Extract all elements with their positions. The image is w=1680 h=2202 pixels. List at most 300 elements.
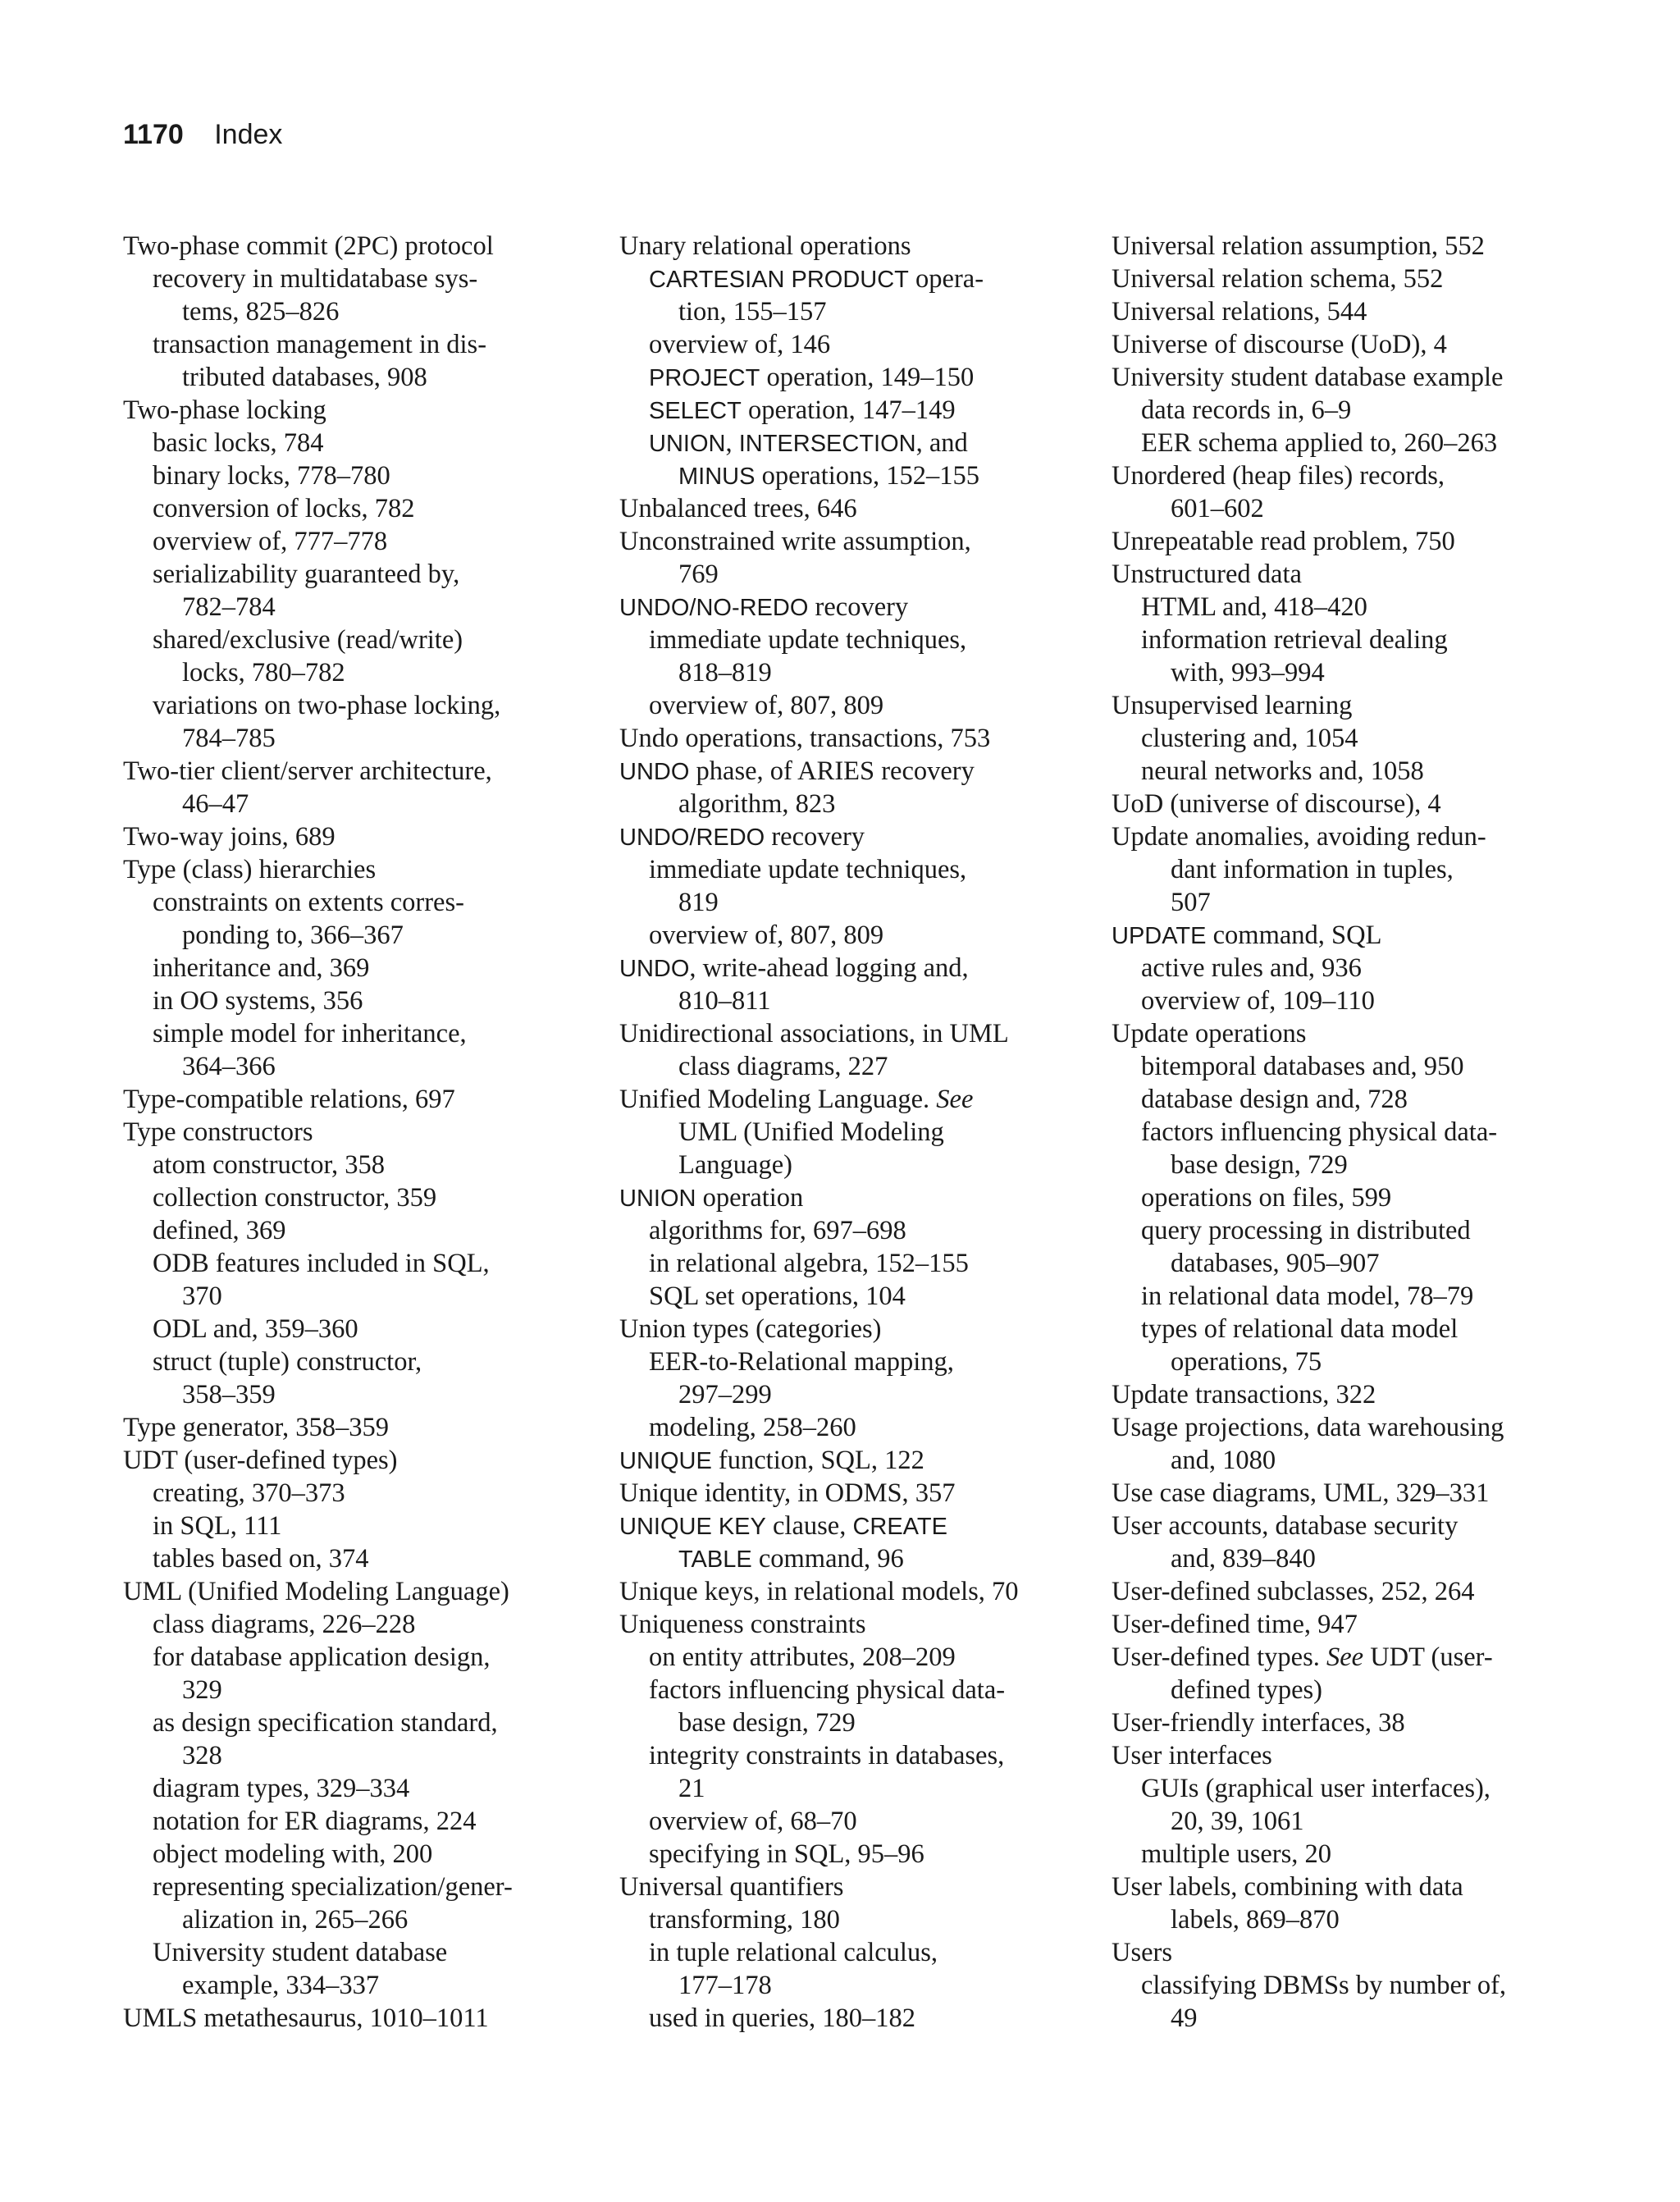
index-column-3 — [1112, 230, 1571, 2035]
index-subentry — [123, 1608, 582, 1641]
index-text: University student database — [153, 1938, 448, 1967]
index-text: defined types) — [1171, 1675, 1323, 1705]
index-subentry — [1112, 394, 1571, 427]
index-text: tems, 825–826 — [182, 297, 340, 327]
index-subentry — [1112, 591, 1571, 624]
index-text: Two-phase locking — [123, 395, 326, 425]
index-entry — [1112, 1575, 1571, 1608]
index-entry — [619, 591, 1079, 624]
index-keyword: UPDATE — [1112, 923, 1207, 949]
index-entry — [1112, 788, 1571, 820]
index-subentry — [123, 361, 582, 394]
index-text: and, 1080 — [1171, 1446, 1276, 1475]
index-text: Universe of discourse (UoD), 4 — [1112, 330, 1447, 359]
index-subentry — [1112, 1969, 1571, 2002]
index-entry — [619, 525, 1079, 558]
index-subentry — [123, 919, 582, 952]
index-subentry — [1112, 1280, 1571, 1313]
index-subentry — [1112, 427, 1571, 459]
index-subentry — [123, 788, 582, 820]
index-subentry — [619, 1542, 1079, 1575]
index-entry — [619, 230, 1079, 263]
index-text: operations, 75 — [1171, 1347, 1322, 1377]
index-text: User accounts, database security — [1112, 1511, 1459, 1541]
index-text: Unique keys, in relational models, 70 — [619, 1577, 1019, 1606]
index-subentry — [123, 525, 582, 558]
index-text: , and — [915, 428, 968, 458]
index-subentry — [1112, 886, 1571, 919]
index-subentry — [1112, 1083, 1571, 1116]
index-text: in tuple relational calculus, — [649, 1938, 938, 1967]
index-text: Two-tier client/server architecture, — [123, 756, 492, 786]
index-entry — [1112, 263, 1571, 295]
index-text: operations, 152–155 — [755, 461, 979, 491]
index-text: inheritance and, 369 — [153, 953, 370, 983]
index-text: ponding to, 366–367 — [182, 921, 404, 950]
index-subentry — [1112, 1181, 1571, 1214]
index-text: databases, 905–907 — [1171, 1249, 1380, 1278]
index-text: Unary relational operations — [619, 231, 911, 261]
index-text: database design and, 728 — [1141, 1085, 1408, 1114]
index-text: Update anomalies, avoiding redun- — [1112, 822, 1486, 852]
index-entry — [619, 1510, 1079, 1542]
index-text: tributed databases, 908 — [182, 363, 427, 392]
index-subentry — [1112, 755, 1571, 788]
index-text: base design, 729 — [678, 1708, 856, 1738]
index-subentry — [123, 624, 582, 656]
index-text: dant information in tuples, — [1171, 855, 1454, 884]
index-entry — [1112, 820, 1571, 853]
index-subentry — [1112, 1903, 1571, 1936]
index-text: 769 — [678, 560, 719, 589]
index-text: recovery in multidatabase sys- — [153, 264, 478, 294]
index-subentry — [123, 459, 582, 492]
index-subentry — [123, 722, 582, 755]
index-subentry — [619, 1739, 1079, 1772]
index-text: Undo operations, transactions, 753 — [619, 724, 991, 753]
index-text: operation, 149–150 — [760, 363, 975, 392]
index-entry — [123, 1116, 582, 1149]
index-keyword: INTERSECTION — [738, 431, 916, 457]
index-see-reference: See — [936, 1085, 974, 1114]
index-text: 819 — [678, 888, 719, 917]
index-subentry — [123, 1378, 582, 1411]
index-text: Unbalanced trees, 646 — [619, 494, 857, 523]
index-subentry — [123, 1903, 582, 1936]
index-keyword: UNIQUE — [619, 1448, 712, 1474]
index-subentry — [619, 295, 1079, 328]
index-text: information retrieval dealing — [1141, 625, 1448, 655]
index-subentry — [619, 1969, 1079, 2002]
index-subentry — [1112, 1313, 1571, 1345]
index-subentry — [1112, 1345, 1571, 1378]
index-text: ODL and, 359–360 — [153, 1314, 358, 1344]
index-subentry — [619, 624, 1079, 656]
index-entry — [619, 722, 1079, 755]
index-subentry — [1112, 853, 1571, 886]
index-text: Unrepeatable read problem, 750 — [1112, 527, 1455, 556]
index-entry — [619, 1871, 1079, 1903]
index-subentry — [1112, 1542, 1571, 1575]
index-text: Union types (categories) — [619, 1314, 882, 1344]
index-subentry — [619, 1149, 1079, 1181]
index-text: UDT (user- — [1363, 1642, 1493, 1672]
index-subentry — [619, 656, 1079, 689]
index-subentry — [619, 1903, 1079, 1936]
index-text: UoD (universe of discourse), 4 — [1112, 789, 1441, 819]
index-text: Two-phase commit (2PC) protocol — [123, 231, 494, 261]
index-text: 20, 39, 1061 — [1171, 1807, 1304, 1836]
index-text: Unconstrained write assumption, — [619, 527, 971, 556]
index-text: Usage projections, data warehousing — [1112, 1413, 1504, 1442]
index-keyword: TABLE — [678, 1546, 752, 1573]
index-subentry — [619, 788, 1079, 820]
index-subentry — [1112, 624, 1571, 656]
index-subentry — [1112, 1444, 1571, 1477]
index-text: Use case diagrams, UML, 329–331 — [1112, 1478, 1490, 1508]
index-subentry — [619, 1116, 1079, 1149]
index-subentry — [123, 1280, 582, 1313]
index-text: struct (tuple) constructor, — [153, 1347, 422, 1377]
index-keyword: UNION — [619, 1186, 696, 1212]
index-text: diagram types, 329–334 — [153, 1774, 410, 1803]
index-subentry — [619, 886, 1079, 919]
index-text: class diagrams, 226–228 — [153, 1610, 416, 1639]
index-entry — [1112, 1608, 1571, 1641]
index-entry — [1112, 459, 1571, 492]
index-text: Update transactions, 322 — [1112, 1380, 1376, 1409]
index-entry — [123, 820, 582, 853]
index-text: 364–366 — [182, 1052, 276, 1081]
index-entry — [619, 1017, 1079, 1050]
index-subentry — [619, 1772, 1079, 1805]
index-entry — [123, 853, 582, 886]
index-text: representing specialization/gener- — [153, 1872, 513, 1902]
index-entry — [123, 1411, 582, 1444]
index-text: variations on two-phase locking, — [153, 691, 501, 720]
index-text: data records in, 6–9 — [1141, 395, 1352, 425]
index-subentry — [619, 853, 1079, 886]
index-text: overview of, 807, 809 — [649, 691, 884, 720]
index-subentry — [123, 656, 582, 689]
index-text: classifying DBMSs by number of, — [1141, 1971, 1507, 2000]
index-subentry — [619, 1805, 1079, 1838]
index-subentry — [123, 1969, 582, 2002]
index-entry — [1112, 1706, 1571, 1739]
index-text: labels, 869–870 — [1171, 1905, 1340, 1935]
index-text: 601–602 — [1171, 494, 1264, 523]
index-subentry — [619, 1345, 1079, 1378]
index-entry — [619, 1083, 1079, 1116]
index-entry — [619, 755, 1079, 788]
index-subentry — [123, 328, 582, 361]
index-text: recovery — [808, 592, 909, 622]
index-text: specifying in SQL, 95–96 — [649, 1839, 924, 1869]
index-text: overview of, 68–70 — [649, 1807, 857, 1836]
index-subentry — [1112, 952, 1571, 985]
index-entry — [123, 1444, 582, 1477]
index-subentry — [1112, 985, 1571, 1017]
index-subentry — [123, 263, 582, 295]
index-entry — [123, 2002, 582, 2035]
index-subentry — [123, 985, 582, 1017]
index-text: recovery — [765, 822, 865, 852]
index-text: transaction management in dis- — [153, 330, 487, 359]
index-text: immediate update techniques, — [649, 855, 967, 884]
index-entry — [1112, 1641, 1571, 1674]
index-subentry — [123, 1017, 582, 1050]
index-subentry — [1112, 2002, 1571, 2035]
index-text: User-defined types. — [1112, 1642, 1326, 1672]
index-subentry — [619, 1378, 1079, 1411]
index-entry — [1112, 1378, 1571, 1411]
index-text: multiple users, 20 — [1141, 1839, 1331, 1869]
index-text: 297–299 — [678, 1380, 772, 1409]
index-text: 177–178 — [678, 1971, 772, 2000]
index-keyword: UNDO/NO-REDO — [619, 595, 809, 621]
index-text: operations on files, 599 — [1141, 1183, 1392, 1213]
index-text: Unidirectional associations, in UML — [619, 1019, 1009, 1048]
index-text: 782–784 — [182, 592, 276, 622]
index-subentry — [619, 558, 1079, 591]
index-entry — [1112, 1739, 1571, 1772]
index-entry — [1112, 1510, 1571, 1542]
index-text: Universal relations, 544 — [1112, 297, 1367, 327]
index-subentry — [619, 263, 1079, 295]
index-text: tables based on, 374 — [153, 1544, 369, 1574]
index-text: 328 — [182, 1741, 222, 1770]
index-text: UML (Unified Modeling — [678, 1117, 944, 1147]
index-subentry — [123, 492, 582, 525]
index-text: creating, 370–373 — [153, 1478, 345, 1508]
index-text: Language) — [678, 1150, 792, 1180]
index-see-reference: See — [1326, 1642, 1364, 1672]
index-subentry — [1112, 1772, 1571, 1805]
index-text: clustering and, 1054 — [1141, 724, 1358, 753]
index-text: serializability guaranteed by, — [153, 560, 460, 589]
index-subentry — [123, 591, 582, 624]
index-entry — [619, 1477, 1079, 1510]
index-text: Unified Modeling Language. — [619, 1085, 937, 1114]
index-text: Users — [1112, 1938, 1173, 1967]
index-text: Type constructors — [123, 1117, 313, 1147]
index-text: Unique identity, in ODMS, 357 — [619, 1478, 956, 1508]
index-keyword: CREATE — [852, 1514, 947, 1540]
index-subentry — [123, 1706, 582, 1739]
index-subentry — [619, 459, 1079, 492]
index-text: UML (Unified Modeling Language) — [123, 1577, 509, 1606]
index-subentry — [123, 1542, 582, 1575]
index-text: function, SQL, 122 — [711, 1446, 924, 1475]
index-text: with, 993–994 — [1171, 658, 1325, 688]
index-subentry — [123, 1214, 582, 1247]
index-subentry — [619, 1411, 1079, 1444]
index-subentry — [619, 1280, 1079, 1313]
index-subentry — [1112, 1805, 1571, 1838]
index-subentry — [619, 1838, 1079, 1871]
index-subentry — [123, 558, 582, 591]
index-subentry — [123, 1838, 582, 1871]
index-text: base design, 729 — [1171, 1150, 1348, 1180]
index-subentry — [619, 1214, 1079, 1247]
index-text: 370 — [182, 1281, 222, 1311]
index-text: User interfaces — [1112, 1741, 1272, 1770]
index-entry — [619, 952, 1079, 985]
index-subentry — [123, 1674, 582, 1706]
index-subentry — [1112, 1116, 1571, 1149]
index-text: operation — [696, 1183, 804, 1213]
index-entry — [123, 755, 582, 788]
index-entry — [619, 1181, 1079, 1214]
index-text: SQL set operations, 104 — [649, 1281, 906, 1311]
index-text: 21 — [678, 1774, 705, 1803]
index-subentry — [1112, 1149, 1571, 1181]
index-subentry — [619, 689, 1079, 722]
index-text: locks, 780–782 — [182, 658, 345, 688]
index-text: Unstructured data — [1112, 560, 1302, 589]
index-text: conversion of locks, 782 — [153, 494, 415, 523]
index-keyword: UNDO/REDO — [619, 825, 765, 851]
index-subentry — [619, 1050, 1079, 1083]
index-subentry — [123, 1936, 582, 1969]
index-text: HTML and, 418–420 — [1141, 592, 1367, 622]
index-text: , — [725, 428, 739, 458]
index-keyword: PROJECT — [649, 365, 760, 391]
index-entry — [123, 230, 582, 263]
index-text: factors influencing physical data- — [649, 1675, 1006, 1705]
index-text: 507 — [1171, 888, 1211, 917]
index-entry — [1112, 1936, 1571, 1969]
index-text: on entity attributes, 208–209 — [649, 1642, 956, 1672]
index-entry — [123, 1083, 582, 1116]
index-subentry — [123, 1181, 582, 1214]
index-keyword: UNDO — [619, 956, 690, 982]
index-subentry — [123, 295, 582, 328]
index-text: tion, 155–157 — [678, 297, 827, 327]
index-entry — [1112, 689, 1571, 722]
index-subentry — [123, 1510, 582, 1542]
index-text: binary locks, 778–780 — [153, 461, 390, 491]
index-text: User-defined time, 947 — [1112, 1610, 1358, 1639]
page-header — [123, 116, 282, 153]
index-text: User labels, combining with data — [1112, 1872, 1463, 1902]
index-text: UMLS metathesaurus, 1010–1011 — [123, 2003, 489, 2033]
index-subentry — [1112, 1674, 1571, 1706]
index-text: overview of, 109–110 — [1141, 986, 1375, 1016]
index-text: in relational algebra, 152–155 — [649, 1249, 969, 1278]
index-keyword: UNION — [649, 431, 726, 457]
index-text: collection constructor, 359 — [153, 1183, 437, 1213]
index-text: command, 96 — [751, 1544, 904, 1574]
index-subentry — [619, 1247, 1079, 1280]
index-text: opera- — [908, 264, 984, 294]
index-entry — [1112, 1017, 1571, 1050]
index-entry — [123, 1575, 582, 1608]
index-text: constraints on extents corres- — [153, 888, 464, 917]
index-entry — [1112, 919, 1571, 952]
index-text: in relational data model, 78–79 — [1141, 1281, 1474, 1311]
index-text: EER schema applied to, 260–263 — [1141, 428, 1498, 458]
index-entry — [619, 1444, 1079, 1477]
index-text: ODB features included in SQL, — [153, 1249, 490, 1278]
index-text: 329 — [182, 1675, 222, 1705]
index-text: Type (class) hierarchies — [123, 855, 377, 884]
index-subentry — [123, 1641, 582, 1674]
index-subentry — [619, 427, 1079, 459]
index-subentry — [123, 1477, 582, 1510]
index-text: 358–359 — [182, 1380, 276, 1409]
index-text: University student database example — [1112, 363, 1504, 392]
index-text: simple model for inheritance, — [153, 1019, 467, 1048]
index-text: in OO systems, 356 — [153, 986, 363, 1016]
index-keyword: UNDO — [619, 759, 690, 785]
index-text: 49 — [1171, 2003, 1198, 2033]
index-entry — [1112, 525, 1571, 558]
index-text: UDT (user-defined types) — [123, 1446, 398, 1475]
index-text: Unordered (heap files) records, — [1112, 461, 1445, 491]
index-text: overview of, 777–778 — [153, 527, 388, 556]
index-entry — [619, 1608, 1079, 1641]
index-subentry — [619, 919, 1079, 952]
index-text: Type-compatible relations, 697 — [123, 1085, 455, 1114]
index-entry — [1112, 328, 1571, 361]
index-text: 784–785 — [182, 724, 276, 753]
index-text: in SQL, 111 — [153, 1511, 282, 1541]
index-subentry — [619, 1936, 1079, 1969]
header-title: Index — [214, 119, 283, 150]
index-text: modeling, 258–260 — [649, 1413, 856, 1442]
index-text: object modeling with, 200 — [153, 1839, 433, 1869]
index-text: example, 334–337 — [182, 1971, 380, 2000]
index-keyword: SELECT — [649, 398, 742, 424]
index-subentry — [619, 1641, 1079, 1674]
index-subentry — [619, 394, 1079, 427]
index-subentry — [123, 1247, 582, 1280]
index-subentry — [1112, 1247, 1571, 1280]
index-text: atom constructor, 358 — [153, 1150, 386, 1180]
index-entry — [619, 1313, 1079, 1345]
index-text: , write-ahead logging and, — [689, 953, 969, 983]
index-text: Universal relation schema, 552 — [1112, 264, 1444, 294]
index-text: query processing in distributed — [1141, 1216, 1471, 1245]
index-subentry — [123, 1050, 582, 1083]
index-text: clause, — [765, 1511, 853, 1541]
index-entry — [1112, 361, 1571, 394]
index-subentry — [123, 1871, 582, 1903]
index-text: Type generator, 358–359 — [123, 1413, 390, 1442]
index-text: Unsupervised learning — [1112, 691, 1353, 720]
index-subentry — [1112, 492, 1571, 525]
index-text: GUIs (graphical user interfaces), — [1141, 1774, 1491, 1803]
index-text: transforming, 180 — [649, 1905, 840, 1935]
index-subentry — [619, 361, 1079, 394]
index-text: for database application design, — [153, 1642, 491, 1672]
index-subentry — [619, 2002, 1079, 2035]
index-subentry — [619, 985, 1079, 1017]
index-subentry — [123, 952, 582, 985]
index-text: integrity constraints in databases, — [649, 1741, 1005, 1770]
index-text: basic locks, 784 — [153, 428, 324, 458]
index-entry — [619, 820, 1079, 853]
index-text: alization in, 265–266 — [182, 1905, 409, 1935]
index-column-1 — [123, 230, 582, 2035]
index-text: Uniqueness constraints — [619, 1610, 866, 1639]
index-subentry — [1112, 1050, 1571, 1083]
index-subentry — [123, 1313, 582, 1345]
index-subentry — [123, 1345, 582, 1378]
index-text: class diagrams, 227 — [678, 1052, 888, 1081]
index-keyword: UNIQUE KEY — [619, 1514, 766, 1540]
